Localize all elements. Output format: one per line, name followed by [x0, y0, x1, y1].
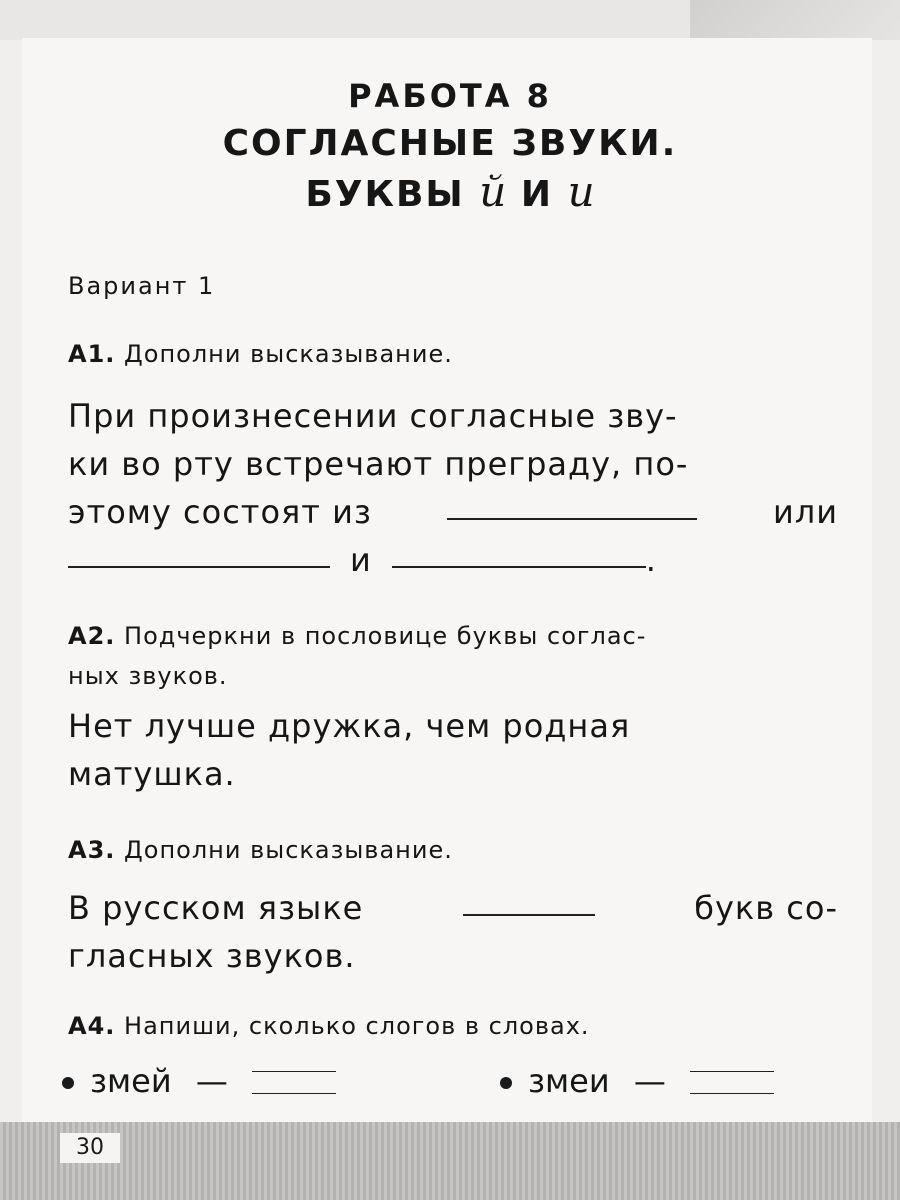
answer-blank[interactable]: [690, 1065, 774, 1101]
text-fragment: и: [350, 541, 372, 579]
task-number: А2.: [68, 622, 116, 650]
instruction-line: ных звуков.: [68, 662, 228, 690]
dash: —: [195, 1062, 228, 1100]
conjunction: И: [520, 174, 554, 215]
task-a4-heading: [68, 1012, 590, 1040]
word: змей: [90, 1062, 172, 1100]
task-a2-heading: [68, 616, 838, 696]
task-instruction: Дополни высказывание.: [124, 340, 453, 368]
page-number: 30: [60, 1133, 120, 1163]
letters-prefix: БУКВЫ: [305, 174, 465, 215]
task-number: А4.: [68, 1012, 116, 1040]
text-fragment: этому состоят из: [68, 493, 372, 531]
text-fragment: В русском языке: [68, 889, 364, 927]
task-a1-text: [68, 392, 838, 584]
instruction-line: [68, 616, 838, 656]
task-instruction: Напиши, сколько слогов в словах.: [124, 1012, 590, 1040]
bullet-icon: [62, 1077, 74, 1089]
proverb-line: Нет лучше дружка, чем родная: [68, 707, 631, 745]
top-corner-decoration: [690, 0, 900, 40]
proverb-line: матушка.: [68, 755, 236, 793]
letter-short-i: й: [479, 167, 507, 216]
text-line: гласных звуков.: [68, 937, 356, 975]
answer-blank[interactable]: [463, 884, 595, 916]
text-line: ки во рту встречают преграду, по-: [68, 445, 689, 483]
instruction-fragment: [68, 616, 646, 656]
task-a1-heading: [68, 340, 453, 368]
text-line: При произнесении согласные зву-: [68, 397, 678, 435]
text-fragment: .: [645, 541, 657, 579]
dash: —: [633, 1062, 666, 1100]
text-line: [68, 488, 838, 536]
syllable-item: [62, 1062, 336, 1101]
answer-blank[interactable]: [447, 488, 697, 520]
letters-title: [0, 168, 900, 219]
answer-blank[interactable]: [252, 1065, 336, 1101]
text-line: [68, 884, 838, 932]
bullet-icon: [500, 1077, 512, 1089]
text-fragment: букв со-: [694, 889, 838, 927]
answer-blank[interactable]: [68, 536, 330, 568]
letter-i: и: [567, 167, 595, 216]
text-line: [68, 536, 838, 584]
variant-label: Вариант 1: [68, 272, 216, 300]
top-border: [0, 0, 900, 40]
task-instruction: Дополни высказывание.: [124, 836, 453, 864]
task-a2-proverb: [68, 702, 838, 798]
topic-title: СОГЛАСНЫЕ ЗВУКИ.: [222, 123, 678, 164]
task-number: А3.: [68, 836, 116, 864]
bottom-border: [0, 1122, 900, 1200]
syllable-item: [500, 1062, 774, 1101]
work-title: РАБОТА 8: [348, 77, 552, 115]
word: змеи: [528, 1062, 610, 1100]
text-fragment: или: [772, 493, 838, 531]
task-a3-heading: [68, 836, 453, 864]
task-instruction: Подчеркни в пословице буквы соглас-: [124, 622, 647, 650]
task-a3-text: [68, 884, 838, 980]
answer-blank[interactable]: [392, 536, 646, 568]
page-title: [0, 72, 900, 219]
task-number: А1.: [68, 340, 116, 368]
